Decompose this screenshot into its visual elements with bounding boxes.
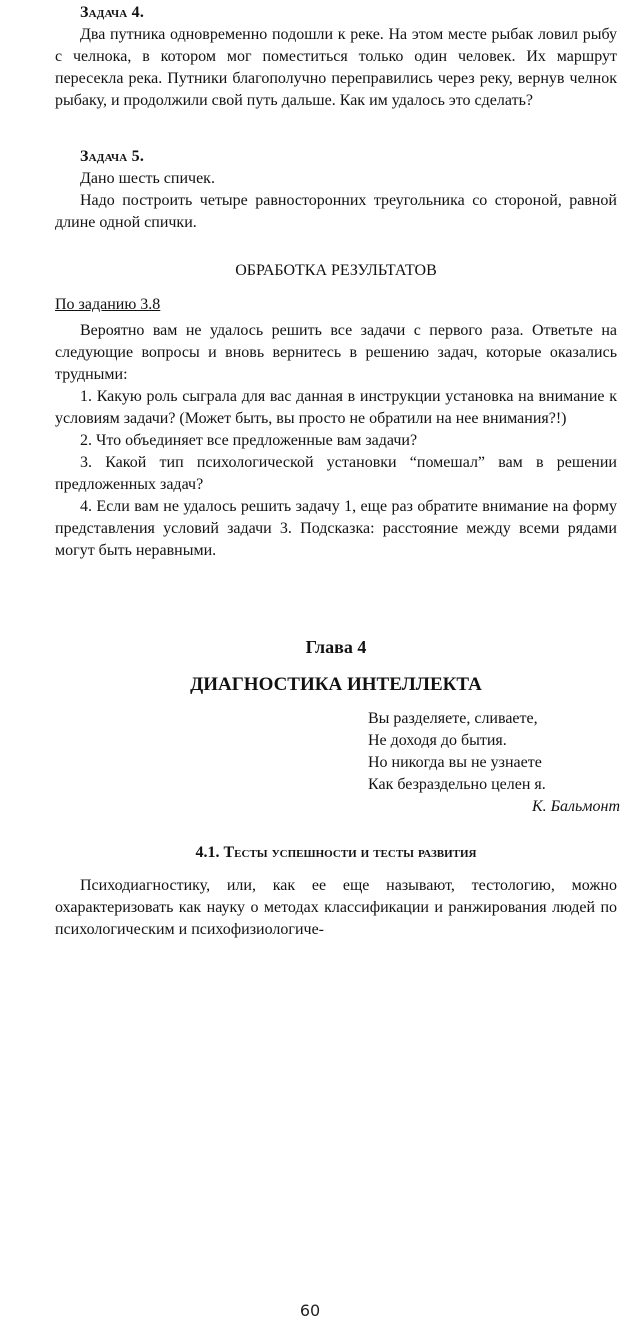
question-2: 2. Что объединяет все предложенные вам задачи? <box>80 432 418 449</box>
task-5-line-2: Надо построить четыре равносторонних треугольника со стороной, равной длине одной спички. <box>55 192 617 231</box>
results-heading: ОБРАБОТКА РЕЗУЛЬТАТОВ <box>235 262 437 279</box>
task-4-title: Задача 4. <box>80 4 145 21</box>
chapter-label: Глава 4 <box>305 637 367 657</box>
page-number: 60 <box>299 1301 321 1320</box>
task-4 <box>55 2 617 112</box>
task-5-line-1: Дано шесть спичек. <box>80 170 215 187</box>
task-4-text: Два путника одновременно подошли к реке. На этом месте рыбак ловил рыбу с челнока, в котором мог поместиться только один человек. Их маршрут пересекла река. Путники благополучно переправились через реку, вернув челнок рыбаку, и продолжили свой путь дальше. Как им удалось это сделать? <box>55 26 617 109</box>
task-5 <box>55 146 617 234</box>
epigraph-line-3: Но никогда вы не узнаете <box>368 754 542 771</box>
question-3: 3. Какой тип психологической установки “помешал” вам в решении предложенных задач? <box>55 454 617 493</box>
chapter-title: ДИАГНОСТИКА ИНТЕЛЛЕКТА <box>190 674 482 695</box>
epigraph-line-2: Не доходя до бытия. <box>368 732 507 749</box>
results-intro: Вероятно вам не удалось решить все задачи с первого раза. Ответьте на следующие вопросы и вновь вернитесь в решению задач, которые оказались трудными: <box>55 322 617 383</box>
question-1: 1. Какую роль сыграла для вас данная в инструкции установка на внимание к условиям задачи? (Может быть, вы просто не обратили на нее внимания?!) <box>55 388 617 427</box>
task-5-title: Задача 5. <box>80 148 145 165</box>
epigraph-line-4: Как безраздельно целен я. <box>368 776 546 793</box>
results-body <box>55 320 617 562</box>
epigraph <box>368 708 620 796</box>
epigraph-line-1: Вы разделяете, сливаете, <box>368 710 538 727</box>
section-text: Психодиагностику, или, как ее еще называют, тестологию, можно охарактеризовать как науку о методах классификации и ранжирования людей по психологическим и психофизиологиче- <box>55 877 617 938</box>
section-title: 4.1. Тесты успешности и тесты развития <box>195 844 477 861</box>
epigraph-author: К. Бальмонт <box>531 798 620 815</box>
question-4: 4. Если вам не удалось решить задачу 1, еще раз обратите внимание на форму представления условий задачи 3. Подсказка: расстояние между всеми рядами могут быть неравными. <box>55 498 617 559</box>
results-subheading: По заданию 3.8 <box>55 296 161 313</box>
